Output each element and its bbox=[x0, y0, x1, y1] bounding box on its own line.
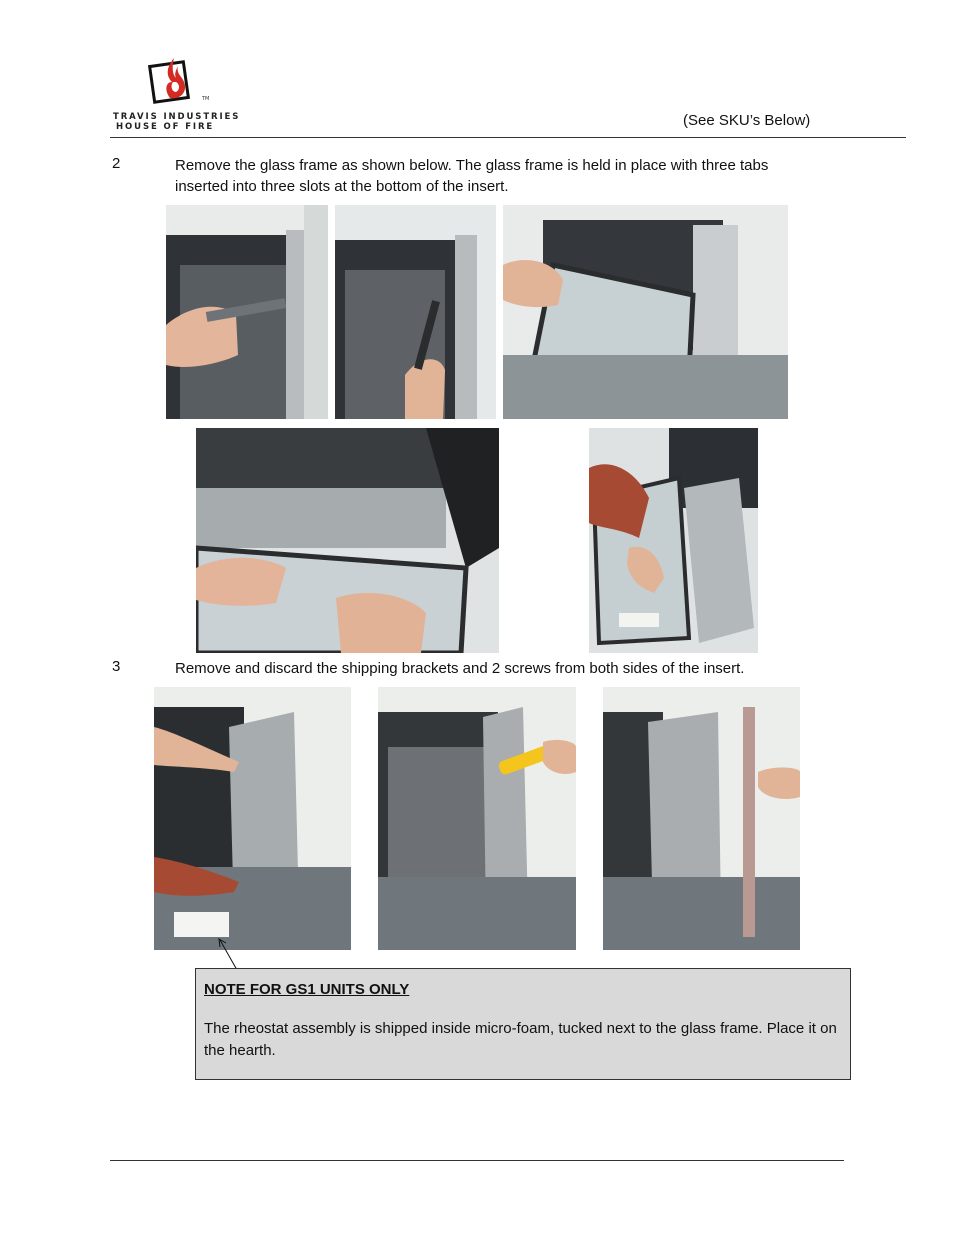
logo-wordmark bbox=[113, 112, 240, 132]
step-3-text: Remove and discard the shipping brackets and 2 screws from both sides of the insert. bbox=[175, 660, 745, 677]
footer-divider bbox=[110, 1160, 844, 1161]
step-2-text: Remove the glass frame as shown below. The glass frame is held in place with three tabs inserted into three slots at the bottom of the insert. bbox=[175, 157, 769, 195]
photo-bracket-removed bbox=[603, 687, 800, 950]
step-3-number: 3 bbox=[112, 658, 121, 675]
note-title: NOTE FOR GS1 UNITS ONLY bbox=[204, 981, 410, 998]
photo-glass-frame-removed bbox=[589, 428, 758, 653]
photo-shipping-brackets-pointing bbox=[154, 687, 351, 950]
step-2-number: 2 bbox=[112, 155, 121, 172]
photo-glass-frame-wrench-1 bbox=[166, 205, 328, 419]
sku-note: (See SKU’s Below) bbox=[683, 112, 811, 129]
callout-arrow-icon bbox=[216, 936, 246, 972]
photo-glass-frame-wrench-2 bbox=[335, 205, 496, 419]
photo-glass-frame-tabs-closeup bbox=[196, 428, 499, 653]
svg-text:TM: TM bbox=[202, 96, 210, 102]
note-body: The rheostat assembly is shipped inside micro-foam, tucked next to the glass frame. Place it on the hearth. bbox=[204, 1020, 837, 1059]
photo-glass-frame-lifted bbox=[503, 205, 788, 419]
photo-removing-bracket-screws bbox=[378, 687, 576, 950]
header-divider bbox=[110, 137, 906, 138]
logo-line-2: HOUSE OF FIRE bbox=[116, 122, 215, 132]
gs1-note-box bbox=[195, 968, 851, 1080]
logo-line-1: TRAVIS INDUSTRIES bbox=[113, 112, 241, 122]
